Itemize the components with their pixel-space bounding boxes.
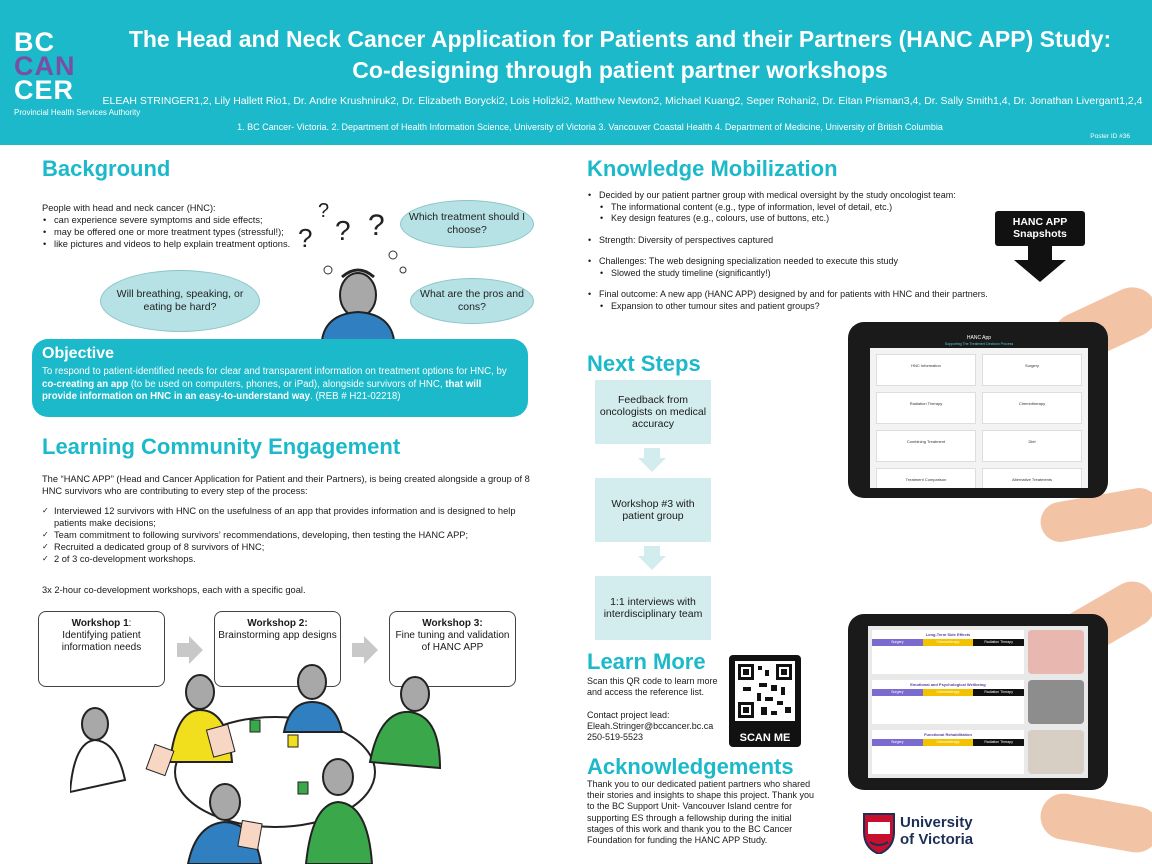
objective-box (32, 339, 528, 417)
acknowledgements-heading: Acknowledgements (587, 754, 794, 779)
logo-line: BC (14, 27, 55, 57)
app-info-screen (868, 626, 1088, 778)
question-mark-icon: ? (318, 200, 330, 222)
background-heading: Background (42, 156, 171, 181)
thought-bubble: Which treatment should I choose? (400, 200, 534, 248)
tablet-device (848, 322, 1108, 498)
snapshots-label: HANC APP Snapshots (995, 211, 1085, 246)
question-mark-icon: ? (298, 223, 313, 253)
thought-dot-icon (389, 251, 397, 259)
next-step-card: Feedback from oncologists on medical accuracy (595, 380, 711, 444)
hand-illustration (1037, 790, 1152, 856)
next-step-card: 1:1 interviews with interdisciplinary team (595, 576, 711, 640)
thought-dot-icon (400, 267, 406, 273)
next-steps-heading: Next Steps (587, 351, 701, 376)
contact-label: Contact project lead: (587, 710, 670, 720)
question-mark-icon: ? (335, 215, 351, 246)
app-home-screen (870, 332, 1088, 488)
workshop-card-1: Workshop 1: Identifying patient information needs (38, 611, 165, 687)
logo-subtitle: Provincial Health Services Authority (14, 108, 141, 117)
thought-dot-icon (324, 266, 332, 274)
app-tile[interactable]: Alternative Treatments (982, 468, 1082, 488)
workshops-intro: 3x 2-hour co-development workshops, each with a specific goal. (42, 585, 306, 595)
app-tile[interactable]: Radiation Therapy (876, 392, 976, 424)
title-line-2: Co-designing through patient partner workshops (352, 57, 888, 83)
list-item: • like pictures and videos to help explain treatment options. (42, 238, 302, 250)
poster-title (100, 24, 1140, 86)
contact-phone: 250-519-5523 (587, 732, 644, 742)
app-tile[interactable]: Surgery (982, 354, 1082, 386)
arrow-down-icon (638, 448, 666, 472)
qr-code-icon (735, 661, 795, 721)
list-item: • Final outcome: A new app (HANC APP) designed by and for patients with HNC and their partners. (587, 289, 997, 301)
logo-line: CER (14, 75, 75, 105)
qr-code[interactable] (729, 655, 801, 747)
list-item: ✓ Team commitment to following survivors’ recommendations, developing, then testing the HANC APP; (42, 529, 542, 541)
workshop-card-3: Workshop 3: Fine tuning and validation of HANC APP (389, 611, 516, 687)
list-item: • Slowed the study timeline (significantly!) (599, 268, 997, 280)
person-head-icon (340, 273, 376, 317)
person-body-icon (322, 312, 394, 340)
background-text (42, 202, 302, 250)
engagement-checklist (42, 505, 542, 565)
engagement-intro: The “HANC APP” (Head and Cancer Application for Patient and their Partners), is being created alongside a group of 8 HNC survivors who are contributing to every step of the process: (42, 474, 530, 496)
question-mark-icon: ? (368, 209, 385, 242)
photo-mouth (1028, 630, 1084, 674)
uvic-crest-icon (862, 812, 896, 854)
objective-text: To respond to patient-identified needs for clear and transparent information on treatment options for HNC, by co-creating an app (to be used on computers, phones, or iPad), alongside survivors of HNC, that will provide information on HNC in an easy-to-understand way. (REB # H21-02218) (42, 366, 507, 402)
list-item: • Expansion to other tumour sites and patient groups? (599, 301, 997, 313)
workshop-group-illustration (70, 652, 450, 864)
thought-bubble: What are the pros and cons? (410, 278, 534, 324)
affiliations: 1. BC Cancer- Victoria. 2. Department of Health Information Science, University of Victoria 3. Vancouver Coastal Health 4. Department of Medicine, University of British Columbia (237, 122, 943, 132)
list-item: • Challenges: The web designing specialization needed to execute this study (587, 256, 997, 268)
objective-heading: Objective (42, 345, 115, 362)
workshop-card-2: Workshop 2: Brainstorming app designs (214, 611, 341, 687)
info-section: Functional Rehabilitation Surgery Chemotherapy Radiation Therapy (872, 730, 1024, 774)
thought-bubble: Will breathing, speaking, or eating be hard? (100, 270, 260, 332)
arrow-down-icon (638, 546, 666, 570)
list-item: • may be offered one or more treatment types (stressful!); (42, 226, 302, 238)
info-section: Emotional and Psychological Wellbeing Surgery Chemotherapy Radiation Therapy (872, 680, 1024, 724)
tablet-device (848, 614, 1108, 790)
background-intro: People with head and neck cancer (HNC): (42, 203, 216, 213)
photo-person (1028, 680, 1084, 724)
learn-more-text: Scan this QR code to learn more and access the reference list. (587, 676, 718, 697)
list-item: • Key design features (e.g., colours, use of buttons, etc.) (599, 213, 997, 225)
engagement-heading: Learning Community Engagement (42, 434, 401, 459)
list-item: • Decided by our patient partner group with medical oversight by the study oncologist team: (587, 190, 997, 202)
knowledge-heading: Knowledge Mobilization (587, 156, 838, 181)
title-line-1: The Head and Neck Cancer Application for Patients and their Partners (HANC APP) Study: (128, 26, 1112, 52)
next-step-card: Workshop #3 with patient group (595, 478, 711, 542)
list-item: ✓ Interviewed 12 survivors with HNC on the usefulness of an app that provides information and is designed to help patients make decisions; (42, 505, 542, 529)
info-section: Long-Term Side Effects Surgery Chemotherapy Radiation Therapy (872, 630, 1024, 674)
list-item: • The informational content (e.g., type of information, level of detail, etc.) (599, 202, 997, 214)
list-item: ✓ 2 of 3 co-development workshops. (42, 553, 542, 565)
app-tile[interactable]: Combining Treatment (876, 430, 976, 462)
app-tile[interactable]: Treatment Comparison (876, 468, 976, 488)
app-tile[interactable]: Chemotherapy (982, 392, 1082, 424)
header-banner (0, 0, 1152, 145)
uvic-wordmark: University of Victoria (900, 814, 974, 848)
app-tile[interactable]: HNC Information (876, 354, 976, 386)
contact-block (587, 710, 737, 743)
app-subtitle: Supporting The Treatment Decision Process (870, 342, 1088, 348)
list-item: ✓ Recruited a dedicated group of 8 survivors of HNC; (42, 541, 542, 553)
list-item: • can experience severe symptoms and side effects; (42, 214, 302, 226)
contact-email[interactable]: Eleah.Stringer@bccancer.bc.ca (587, 721, 714, 731)
knowledge-list (587, 190, 997, 312)
author-list: ELEAH STRINGER1,2, Lily Hallett Rio1, Dr. Andre Krushniruk2, Dr. Elizabeth Borycki2, Lois Holizki2, Matthew Newton2, Michael Kuang2, Seper Rohani2, Dr. Eitan Prisman3,4, Dr. Sally Smith1,4, Dr. Jonathan Livergant1,2,4 (102, 95, 1143, 107)
app-title: HANC App (870, 332, 1088, 342)
logo-line: CAN (14, 51, 76, 81)
acknowledgements-text: Thank you to our dedicated patient partners who shared their stories and insights to shape this project. Thank you to the BC Support Unit- Vancouver Island centre for supporting ES through a fellowship during the initial stages of this work and thank you to the BC Cancer Foundation for funding the HANC APP Study. (587, 779, 814, 846)
arrow-down-icon (1014, 246, 1066, 282)
learn-more-heading: Learn More (587, 649, 706, 674)
photo-therapy (1028, 730, 1084, 774)
qr-label: SCAN ME (739, 732, 791, 744)
list-item: • Strength: Diversity of perspectives captured (587, 235, 997, 247)
poster-id: Poster ID #36 (1090, 133, 1130, 140)
app-tile[interactable]: Diet (982, 430, 1082, 462)
